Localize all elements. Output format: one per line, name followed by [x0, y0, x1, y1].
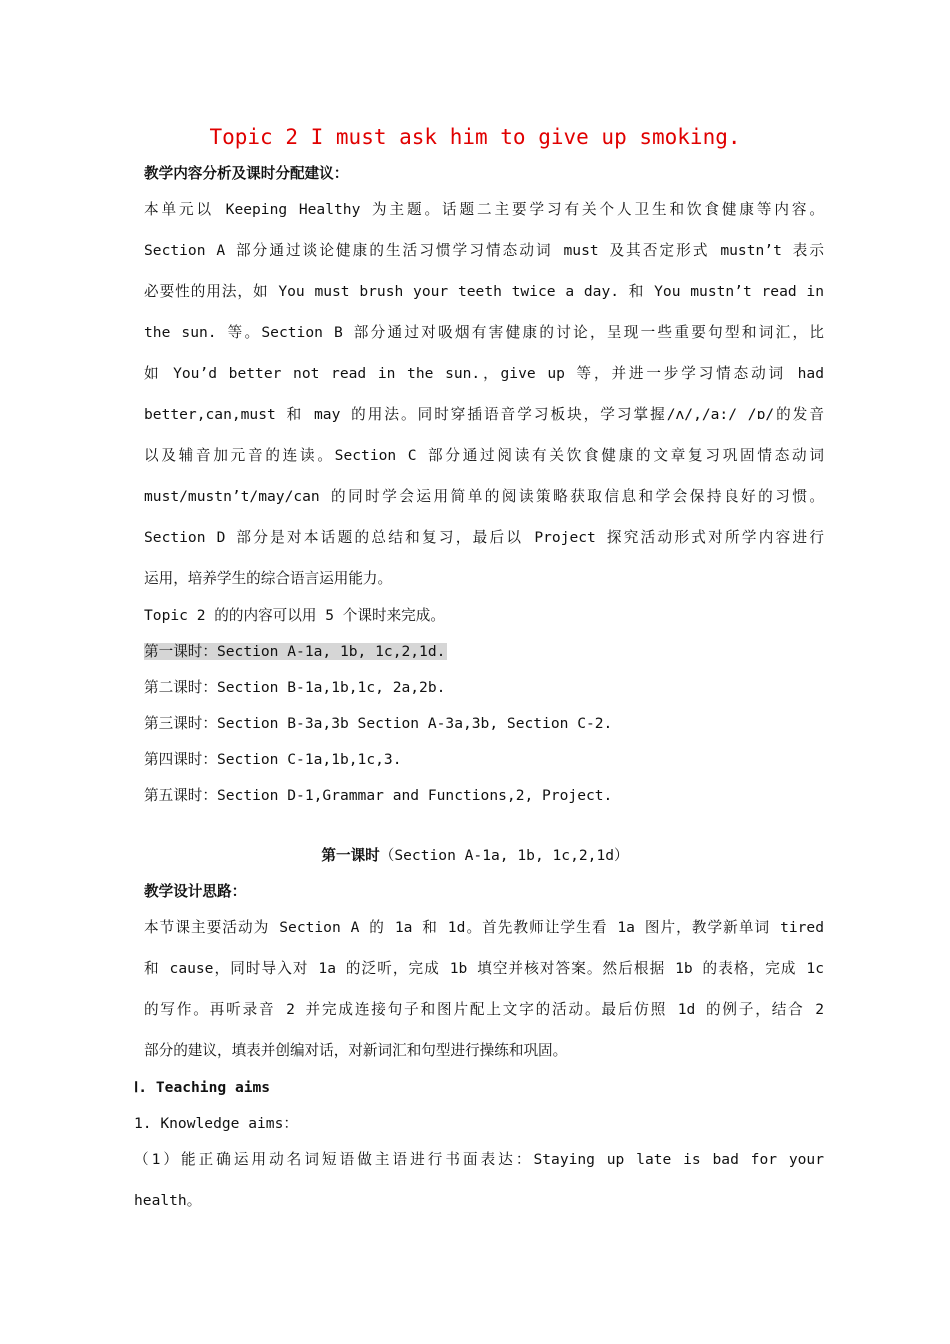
period-item-3: 第三课时：Section B-3a,3b Section A-3a,3b, Section C-2. — [144, 715, 613, 732]
period-summary: Topic 2 的的内容可以用 5 个课时来完成。 — [144, 607, 445, 624]
analysis-line: 必要性的用法，如 You must brush your teeth twice a day. 和 You mustn’t read in — [144, 283, 824, 300]
period-item-1-highlight: 第一课时：Section A-1a, 1b, 1c,2,1d. — [144, 643, 446, 660]
analysis-line: 运用，培养学生的综合语言运用能力。 — [144, 570, 393, 587]
lesson1-heading-sections: （Section A-1a, 1b, 1c,2,1d） — [379, 847, 629, 864]
period-item-1 — [144, 642, 824, 662]
analysis-line: Section A 部分通过谈论健康的生活习惯学习情态动词 must 及其否定形式 mustn’t 表示 — [144, 242, 824, 259]
analysis-line: 以及辅音加元音的连读。Section C 部分通过阅读有关饮食健康的文章复习巩固情态动词 — [144, 447, 824, 464]
design-line: 本节课主要活动为 Section A 的 1a 和 1d。首先教师让学生看 1a 图片，教学新单词 tired — [144, 919, 824, 936]
knowledge-aims-item: 1. Knowledge aims： — [134, 1115, 298, 1132]
design-heading: 教学设计思路： — [144, 883, 247, 900]
analysis-line: the sun. 等。Section B 部分通过对吸烟有害健康的讨论，呈现一些重要句型和词汇，比 — [144, 324, 824, 341]
period-item-5: 第五课时：Section D-1,Grammar and Functions,2, Project. — [144, 787, 613, 804]
analysis-line: 本单元以 Keeping Healthy 为主题。话题二主要学习有关个人卫生和饮食健康等内容。 — [144, 201, 824, 218]
analysis-line: must/mustn’t/may/can 的同时学会运用简单的阅读策略获取信息和学会保持良好的习惯。 — [144, 488, 824, 505]
knowledge-aim-line: health。 — [134, 1192, 202, 1209]
period-item-2: 第二课时：Section B-1a,1b,1c, 2a,2b. — [144, 679, 446, 696]
analysis-heading: 教学内容分析及课时分配建议： — [144, 165, 349, 182]
analysis-line: 如 You’d better not read in the sun.，give up 等，并进一步学习情态动词 had — [144, 365, 824, 382]
analysis-line: better,can,must 和 may 的用法。同时穿插语音学习板块，学习掌握/ʌ/,/a:/ /ɒ/的发音 — [144, 406, 824, 423]
design-line: 的写作。再听录音 2 并完成连接句子和图片配上文字的活动。最后仿照 1d 的例子，结合 2 — [144, 1001, 824, 1018]
analysis-line: Section D 部分是对本话题的总结和复习，最后以 Project 探究活动形式对所学内容进行 — [144, 529, 824, 546]
document-title: Topic 2 I must ask him to give up smoking. — [209, 125, 741, 149]
lesson1-heading — [0, 846, 950, 866]
design-line: 部分的建议，填表并创编对话，对新词汇和句型进行操练和巩固。 — [144, 1042, 568, 1059]
design-line: 和 cause，同时导入对 1a 的泛听，完成 1b 填空并核对答案。然后根据 1b 的表格，完成 1c — [144, 960, 824, 977]
lesson1-heading-bold: 第一课时 — [321, 847, 380, 864]
knowledge-aim-line: （1）能正确运用动名词短语做主语进行书面表达：Staying up late is bad for your — [134, 1151, 824, 1168]
period-item-4: 第四课时：Section C-1a,1b,1c,3. — [144, 751, 402, 768]
teaching-aims-heading: Ⅰ. Teaching aims — [134, 1079, 271, 1096]
